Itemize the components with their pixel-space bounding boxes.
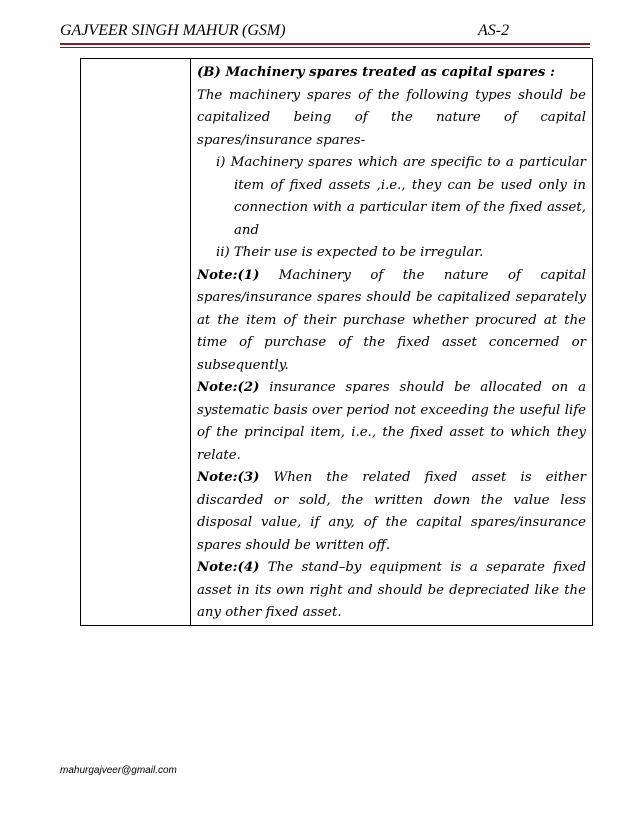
intro-paragraph: The machinery spares of the following types should be capitalized being of the nature of capital spares/insurance spares-	[197, 87, 586, 148]
note-paragraph	[197, 557, 586, 625]
note-label: Note:(3)	[197, 470, 260, 485]
header-rule-thick	[60, 43, 590, 45]
list-item: i) Machinery spares which are specific to a particular item of fixed assets ,i.e., they can be used only in connection with a particular item of the fixed asset, and	[216, 155, 586, 238]
note-paragraph	[197, 265, 586, 378]
note-text: Machinery of the nature of capital spares/insurance spares should be capitalized separately at the item of their purchase whether procured at the time of purchase of the fixed asset concerned or subsequently.	[197, 267, 586, 373]
note-text: When the related fixed asset is either discarded or sold, the written down the value less disposal value, if any, of the capital spares/insurance spares should be written off.	[197, 470, 586, 553]
note-text: insurance spares should be allocated on a systematic basis over period not exceeding the useful life of the principal item, i.e., the fixed asset to which they relate.	[197, 380, 586, 463]
note-text: The stand–by equipment is a separate fixed asset in its own right and should be depreciated like the any other fixed asset.	[197, 560, 586, 620]
note-label: Note:(1)	[197, 267, 260, 283]
table-column-divider	[190, 58, 191, 626]
header-author: GAJVEER SINGH MAHUR	[60, 22, 239, 39]
note-paragraph	[197, 377, 586, 467]
list-item: ii) Their use is expected to be irregular.	[216, 245, 484, 260]
header-section: AS-2	[478, 22, 510, 39]
section-heading: (B) Machinery spares treated as capital spares :	[197, 65, 555, 80]
table-content-cell	[197, 62, 586, 625]
footer-email: mahurgajveer@gmail.com	[60, 765, 177, 776]
page-header	[60, 22, 580, 42]
header-initials: (GSM)	[242, 22, 286, 39]
note-label: Note:(4)	[197, 560, 260, 575]
header-rule-thin	[60, 47, 590, 48]
note-label: Note:(2)	[197, 380, 260, 395]
note-paragraph	[197, 467, 586, 557]
